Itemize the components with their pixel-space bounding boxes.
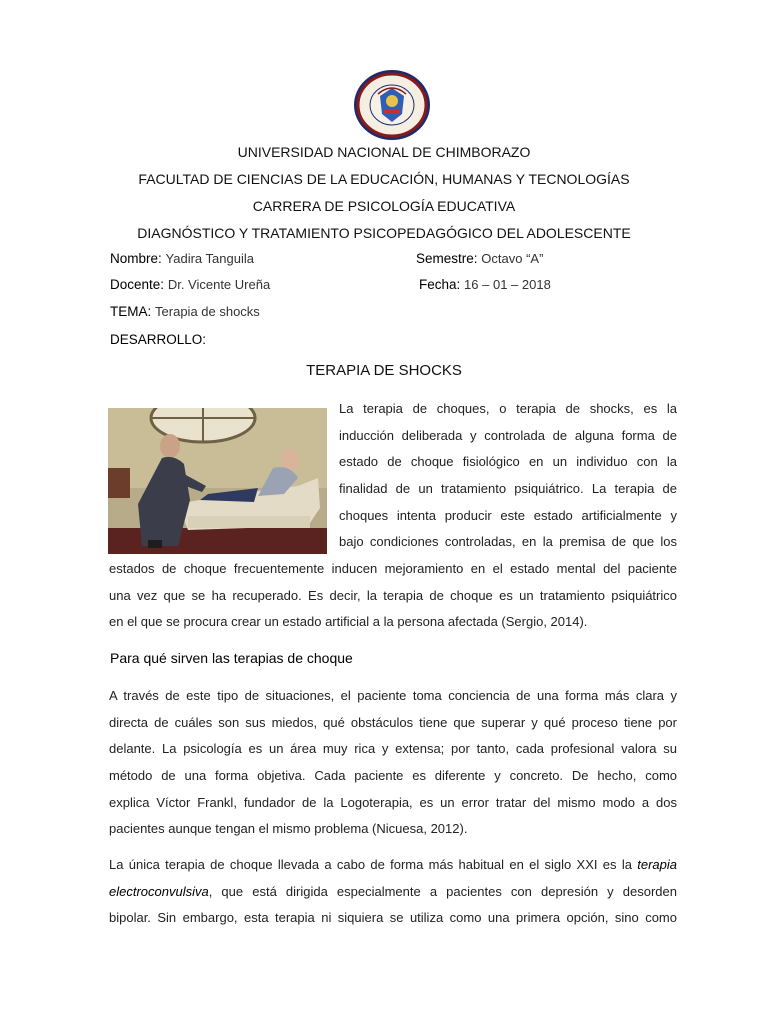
nombre-label: Nombre: [110, 251, 162, 266]
therapy-photo [108, 408, 327, 554]
university-name: UNIVERSIDAD NACIONAL DE CHIMBORAZO [237, 144, 531, 160]
text-line [109, 852, 677, 879]
semestre-field [416, 251, 543, 266]
text-segment: , que está dirigida especialmente a pacientes con depresión y desorden [208, 883, 677, 899]
text-line: una vez que se ha recuperado. Es decir, la terapia de choque es un tratamiento psiquiátrico [109, 587, 677, 603]
fecha-field [419, 277, 551, 292]
nombre-value: Yadira Tanguila [165, 251, 254, 266]
text-line: método de una forma objetiva. Cada paciente es diferente y concreto. De hecho, como [109, 768, 677, 784]
docente-value: Dr. Vicente Ureña [167, 277, 271, 292]
tema-value: Terapia de shocks [155, 304, 260, 319]
desarrollo-field [110, 332, 206, 347]
university-seal-logo [352, 68, 432, 142]
fecha-label: Fecha: [419, 277, 461, 292]
paragraph-2 [109, 683, 677, 843]
tema-label: TEMA: [110, 304, 152, 319]
text-line: en el que se procura crear un estado artificial a la persona afectada (Sergio, 2014). [109, 614, 588, 630]
text-line: bajo condiciones controladas, en la premisa de que los [339, 534, 677, 550]
text-line: estado de choque fisiológico en un individuo con la [339, 454, 677, 470]
paragraph-3 [109, 852, 677, 932]
docente-label: Docente: [110, 277, 165, 292]
text-line: finalidad de un tratamiento psiquiátrico. La terapia de [339, 481, 677, 497]
faculty-name: FACULTAD DE CIENCIAS DE LA EDUCACIÓN, HUMANAS Y TECNOLOGÍAS [138, 171, 630, 187]
italic-term: electroconvulsiva [109, 883, 209, 899]
paragraph-1-full [109, 556, 677, 636]
nombre-field [110, 251, 254, 266]
semestre-label: Semestre: [416, 251, 478, 266]
text-line: inducción deliberada y controlada de alguna forma de [339, 427, 677, 443]
docente-field [110, 277, 270, 292]
text-line: explica Víctor Frankl, fundador de la Logoterapia, es un error tratar del mismo modo a dos [109, 794, 677, 810]
text-line: delante. La psicología es un área muy rica y extensa; por tanto, cada profesional valora su [109, 741, 677, 757]
text-line [109, 879, 677, 906]
tema-field [110, 304, 260, 319]
fecha-value: 16 – 01 – 2018 [464, 277, 551, 292]
career-name: CARRERA DE PSICOLOGÍA EDUCATIVA [252, 198, 516, 214]
semestre-value: Octavo “A” [481, 251, 544, 266]
course-name: DIAGNÓSTICO Y TRATAMIENTO PSICOPEDAGÓGICO DEL ADOLESCENTE [137, 225, 631, 241]
text-line: pacientes aunque tengan el mismo problema (Nicuesa, 2012). [109, 821, 468, 837]
text-line: directa de cuáles son sus miedos, qué obstáculos tiene que superar y qué proceso tiene por [109, 714, 677, 730]
desarrollo-label: DESARROLLO: [110, 332, 207, 347]
italic-term: terapia [637, 857, 677, 872]
text-segment: La única terapia de choque llevada a cabo de forma más habitual en el siglo XXI es la [109, 857, 638, 872]
text-line: A través de este tipo de situaciones, el paciente toma conciencia de una forma más clara y [109, 688, 677, 703]
section-heading: Para qué sirven las terapias de choque [110, 650, 353, 666]
text-line: estados de choque frecuentemente inducen mejoramiento en el estado mental del paciente [109, 561, 677, 576]
section-title: TERAPIA DE SHOCKS [306, 362, 462, 379]
paragraph-1-side [339, 396, 677, 556]
text-line: La terapia de choques, o terapia de shocks, es la [339, 401, 677, 416]
text-line: bipolar. Sin embargo, esta terapia ni siquiera se utiliza como una primera opción, sino como [109, 910, 677, 926]
text-line: choques intenta producir este estado artificialmente y [339, 507, 677, 523]
